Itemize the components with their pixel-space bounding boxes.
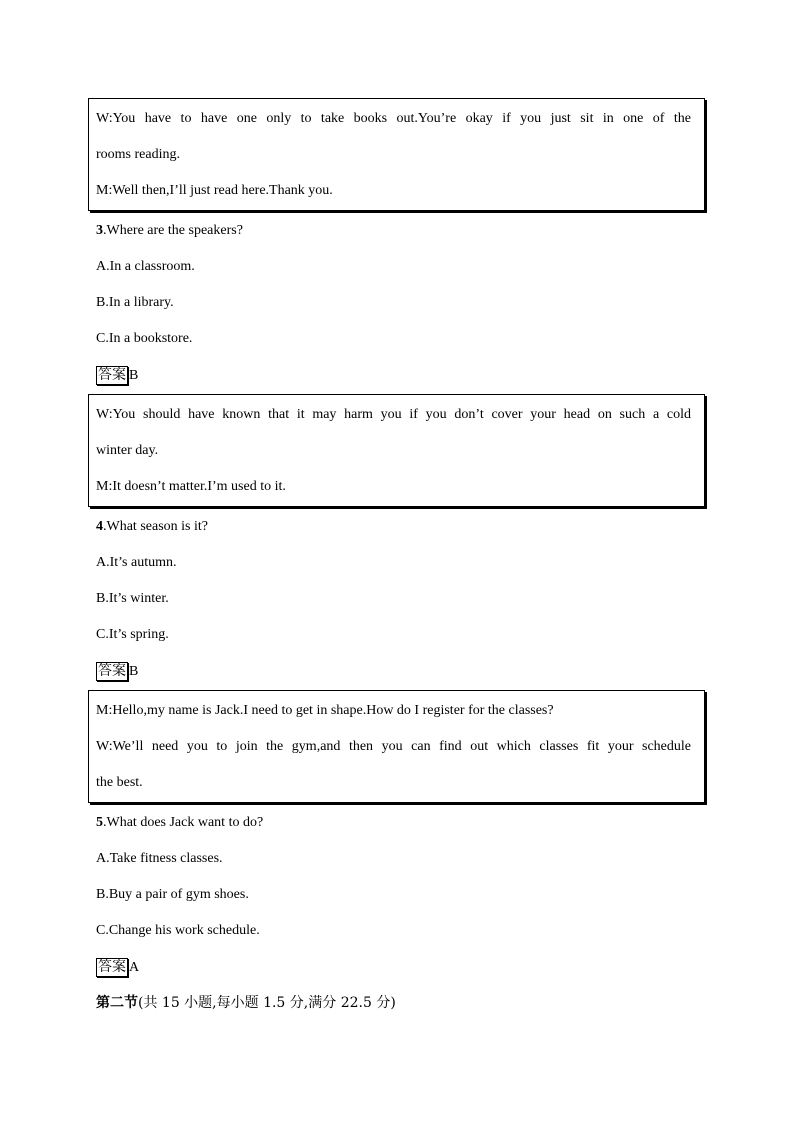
answer-line [96, 958, 139, 977]
dialogue-line: rooms reading. [96, 147, 180, 162]
option-c: C.In a bookstore. [96, 331, 193, 346]
question-3 [96, 222, 243, 240]
option-a: A.It’s autumn. [96, 555, 177, 570]
question-5 [96, 814, 263, 832]
section-detail: (共 15 小题,每小题 1.5 分,满分 22.5 分) [138, 995, 396, 1011]
answer-line [96, 662, 138, 681]
dialogue-box-2 [88, 394, 705, 507]
dialogue-line: M:Hello,my name is Jack.I need to get in shape.How do I register for the classes? [96, 703, 554, 718]
question-stem: .What season is it? [103, 519, 208, 534]
question-number: 5 [96, 815, 103, 830]
question-stem: .What does Jack want to do? [103, 815, 264, 830]
dialogue-box-3 [88, 690, 705, 803]
dialogue-line: W:You should have known that it may harm you if you don’t cover your head on such a cold [96, 407, 691, 422]
dialogue-line: M:Well then,I’ll just read here.Thank you. [96, 183, 333, 198]
section-heading [96, 994, 396, 1012]
dialogue-box-1 [88, 98, 705, 211]
dialogue-line: W:We’ll need you to join the gym,and then you can find out which classes fit your schedule [96, 739, 691, 754]
option-b: B.Buy a pair of gym shoes. [96, 887, 249, 902]
dialogue-line: the best. [96, 775, 143, 790]
option-b: B.In a library. [96, 295, 174, 310]
answer-value: B [129, 368, 139, 383]
answer-value: A [129, 960, 140, 975]
option-a: A.Take fitness classes. [96, 851, 223, 866]
dialogue-line: W:You have to have one only to take books out.You’re okay if you just sit in one of the [96, 111, 691, 126]
answer-tag: 答案 [98, 959, 126, 975]
answer-tag: 答案 [98, 367, 126, 383]
question-4 [96, 518, 208, 536]
answer-value: B [129, 664, 139, 679]
option-c: C.It’s spring. [96, 627, 169, 642]
option-a: A.In a classroom. [96, 259, 195, 274]
option-b: B.It’s winter. [96, 591, 169, 606]
section-title: 第二节 [96, 995, 138, 1011]
option-c: C.Change his work schedule. [96, 923, 260, 938]
question-stem: .Where are the speakers? [103, 223, 243, 238]
dialogue-line: M:It doesn’t matter.I’m used to it. [96, 479, 286, 494]
answer-line [96, 366, 138, 385]
question-number: 3 [96, 223, 103, 238]
question-number: 4 [96, 519, 103, 534]
dialogue-line: winter day. [96, 443, 159, 458]
answer-tag: 答案 [98, 663, 126, 679]
